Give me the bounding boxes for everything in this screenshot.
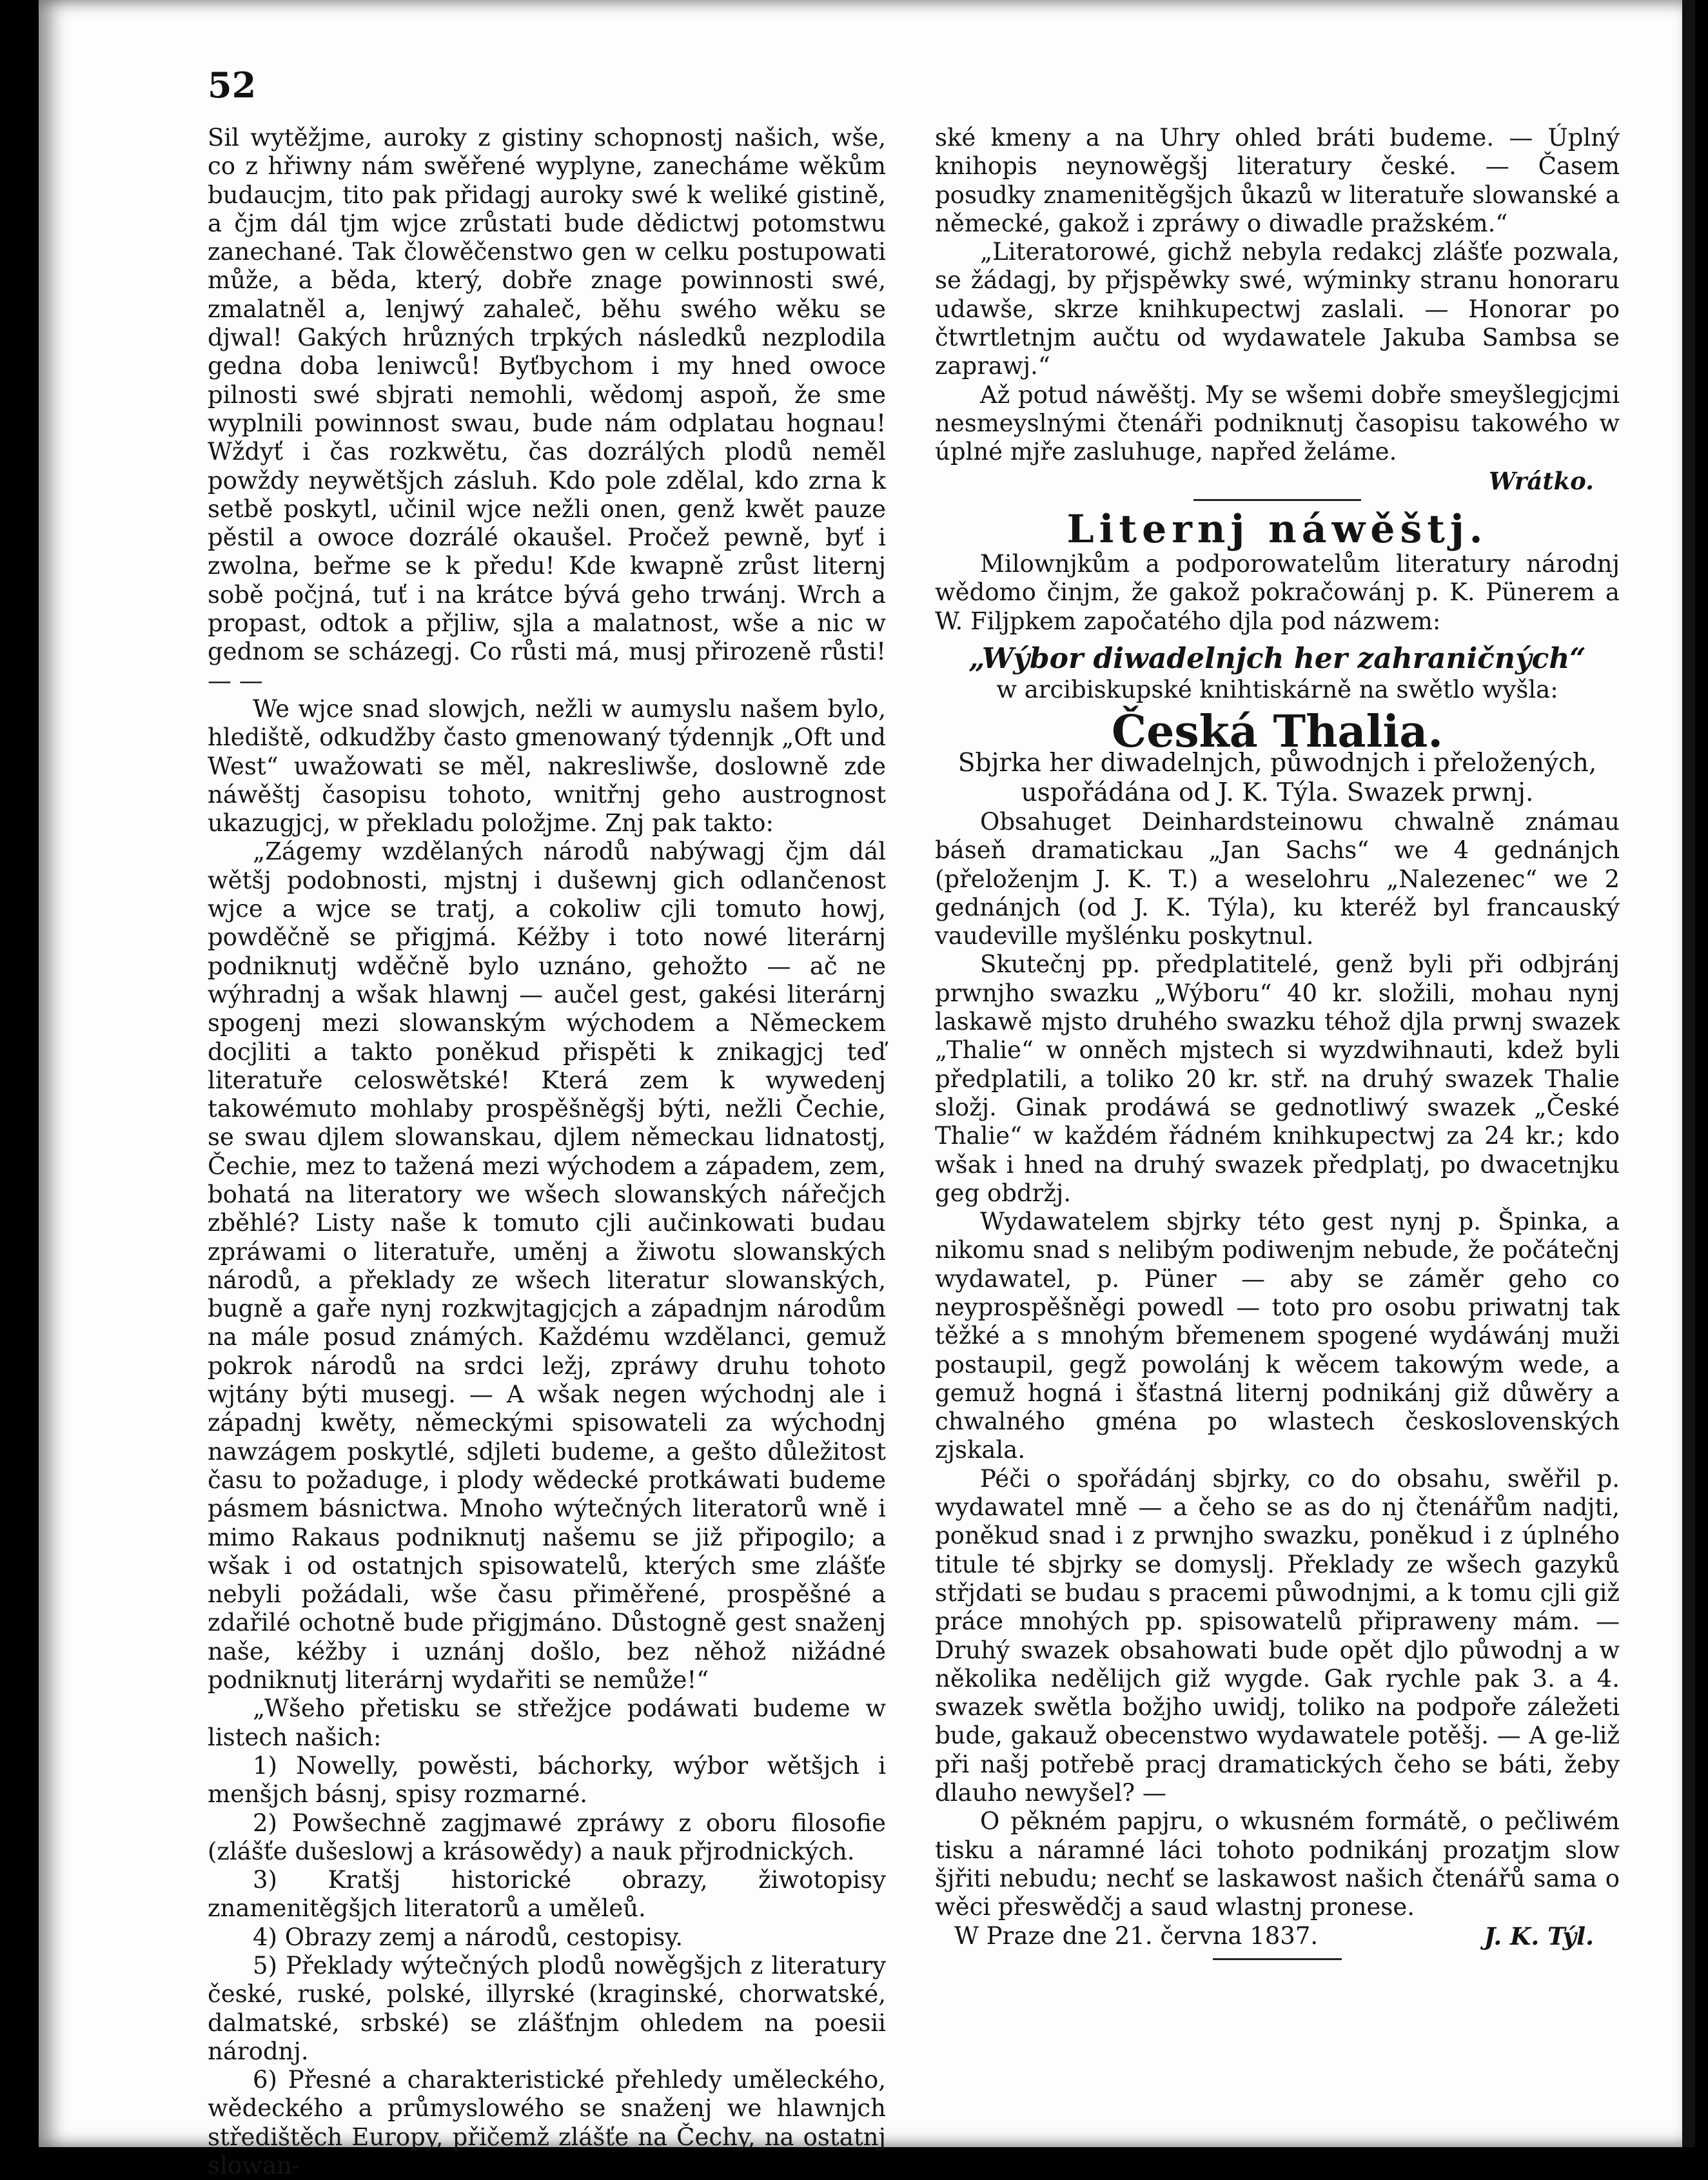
paragraph: „Zágemy wzdělaných národů nabýwagj čjm dál wětšj podobnosti, mjstnj i dušewnj gich odlančenost wjce a wjce se tratj, a cokoliw cjli tomuto howj, powděčně se přigjmá. Kéžby i toto nowé literárnj podniknutj wděčně bylo uznáno, gehožto — ač ne wýhradnj a wšak hlawnj — aučel gest, gakési literárnj spogenj mezi slowanským wýchodem a Německem docjliti a takto poněkud přispěti k znikagjcj teď literatuře celoswětské! Která zem k wywedenj takowémuto mohlaby prospěšněgšj býti, nežli Čechie, se swau djlem slowanskau, djlem německau lidnatostj, Čechie, mez to tažená mezi wýchodem a západem, zem, bohatá na literatory we wšech slowanských nářečjch zběhlé? Listy naše k tomuto cjli aučinkowati budau zpráwami o literatuře, uměnj a žiwotu slowanských národů, a překlady ze wšech literatur slowanských, bugně a gaře nynj rozkwjtagjcjch a západnjm národům na mále posud známých. Každému wzdělanci, gemuž pokrok národů na srdci ležj, zpráwy druhu tohoto wjtány býti musegj. — A wšak negen wýchodnj ale i západnj kwěty, německými spisowateli za wýchodnj nawzágem poskytlé, sdjleti budeme, a gešto důležitost času to požaduge, i plody wědecké protkáwati budeme pásmem básnictwa. Mnoho wýtečných literatorů wně i mimo Rakaus podniknutj našemu se již připogilo; a wšak i od ostatnjch spisowatelů, kterých sme zlášťe nebyli požádali, wše času přiměřené, prospěšné a zdařilé ochotně bude přigjmáno. Důstogně gest snaženj naše, kéžby i uznánj došlo, bez něhož nižádné podniknutj literárnj wydařiti se nemůže!“ (208, 838, 886, 1694)
series-line: w arcibiskupské knihtiskárně na swětlo wyšla: (996, 676, 1558, 704)
list-item: 3) Kratšj historické obrazy, žiwotopisy znamenitěgšjch literatorů a uměleů. (208, 1866, 886, 1923)
paragraph: Wydawatelem sbjrky této gest nynj p. Špinka, a nikomu snad s nelibým podiwenjm nebude, že počátečnj wydawatel, p. Püner — aby se záměr geho co neyprospěšněgi powedl — toto pro osobu priwatnj tak těžké a s mnohým břemenem spogené wydáwánj muži postaupil, gegž powolánj k wěcem takowým wede, a gemuž hogná i šťastná liternj podnikánj giž důwěry a chwalného gména po wlastech československých zjskala. (935, 1208, 1620, 1464)
bottom-divider (1213, 1958, 1342, 1960)
list-item: 1) Nowelly, powěsti, báchorky, wýbor wětšjch i menšjch básnj, spisy rozmarné. (208, 1751, 886, 1809)
paragraph: Skutečnj pp. předplatitelé, genž byli při odbjránj prwnjho swazku „Wýboru“ 40 kr. složili, mohau nynj laskawě mjsto druhého swazku téhož djla prwnj swazek „Thalie“ w onněch mjstech si wyzdwihnauti, kdež byli předplatili, a toliko 20 kr. stř. na druhý swazek Thalie složj. Ginak prodáwá se gednotliwý swazek „České Thalie“ w každém řádném knihkupectwj za 24 kr.; kdo wšak i hned na druhý swazek předplatj, po dwacetnjku geg obdržj. (935, 950, 1620, 1207)
signature-wratko: Wrátko. (1489, 466, 1594, 495)
main-title: Česká Thalia. (1111, 705, 1444, 758)
paragraph: Sil wytěžjme, auroky z gistiny schopnostj našich, wše, co z hřiwny nám swěřené wyplyne, zanecháme wěkům budaucjm, tito pak přidagj auroky swé k weliké gistině, a čjm dál tjm wjce zrůstati bude dědictwj potomstwu zanechané. Tak člowěčenstwo gen w celku postupowati může, a běda, který, dobře znage powinnosti swé, zmalatněl a, lenjwý zahaleč, běhu swého wěku se djwal! Gakých hrůzných trpkých následků nezplodila gedna doba leniwců! Byťbychom i my hned owoce pilnosti swé sbjrati nemohli, wědomj aspoň, že sme wyplnili powinnost swau, bude nám odplatau hognau! Wždyť i čas rozkwětu, čas dozrálých plodů neměl powždy neywětšjch zásluh. Kdo pole zdělal, kdo zrna k setbě poskytl, učinil wjce nežli onen, genž kwět pauze pěstil a owoce dozrálé okaušel. Pročež pewně, byť i zwolna, beřme se k předu! Kde kwapně zrůst liternj sobě počjná, tuť i na krátce bývá geho trwánj. Wrch a propast, odtok a přjliw, sjla a malatnost, wše a nic w gednom se scházegj. Co růsti má, musj přirozeně růsti! — — (208, 124, 886, 694)
series-title: „Wýbor diwadelnjch her zahraničných“ (968, 642, 1586, 676)
signature-line (935, 467, 1620, 495)
paragraph: O pěkném papjru, o wkusném formátě, o pečliwém tisku a náramné láci tohoto podnikánj prozatjm slow šjřiti nebudu; nechť se laskawost našich čtenářů sama o wěci přeswědčj a saud wlastnj pronese. (935, 1807, 1620, 1921)
subtitle: Sbjrka her diwadelnjch, půwodnjch i přeložených, uspořádána od J. K. Týla. Swazek prwnj. (957, 748, 1597, 807)
closing-signature: J. K. Týl. (1484, 1921, 1594, 1950)
list-item: 2) Powšechně zagjmawé zpráwy z oboru filosofie (zlášťe dušeslowj a krásowědy) a nauk přjrodnických. (208, 1809, 886, 1865)
closing-place-date: W Praze dne 21. června 1837. (954, 1921, 1319, 1950)
paragraph: „Literatorowé, gichž nebyla redakcj zlášťe pozwala, se žádagj, by přjspěwky swé, wýminky stranu honoraru udawše, skrze knihkupectwj zaslali. — Honorar po čtwrtletnjm aučtu od wydawatele Jakuba Sambsa se zaprawj.“ (935, 238, 1620, 380)
paragraph: We wjce snad slowjch, nežli w aumyslu našem bylo, hlediště, odkudžby často gmenowaný týdennjk „Oft und West“ uwažowati se měl, nakresliwše, doslowně zde náwěštj časopisu tohoto, wnitřnj geho austrognost ukazugjcj, w překladu položjme. Znj pak takto: (208, 694, 886, 838)
paragraph: Až potud náwěštj. My se wšemi dobře smeyšlegjcjmi nesmeyslnými čtenáři podniknutj časopisu takowého w úplné mjře zasluhuge, napřed želáme. (935, 380, 1620, 466)
closing-line (935, 1922, 1620, 1950)
divider-rule (1193, 499, 1361, 501)
notice-intro: Milownjkům a podporowatelům literatury národnj wědomo činjm, že gakož pokračowánj p. K. Pünerem a W. Filjpkem započatého djla pod názwem: (935, 550, 1620, 635)
list-item: 4) Obrazy zemj a národů, cestopisy. (253, 1923, 683, 1951)
right-column (935, 124, 1620, 1960)
paragraph: Péči o spořádánj sbjrky, co do obsahu, swěřil p. wydawatel mně — a čeho se as do nj čtenářům nadjti, poněkud snad i z prwnjho swazku, poněkud i z úplného titule té sbjrky se domyslj. Překlady ze wšech gazyků střjdati se budau s pracemi půwodnjmi, a k tomu cjli giž práce mnohých pp. spisowatelů připraweny mám. — Druhý swazek obsahowati bude opět djlo půwodnj a w několika nedělijch giž wygde. Gak rychle pak 3. a 4. swazek swětla božjho uwidj, toliko na podpoře záležeti bude, gakauž obecenstwo wydawatele potěšj. — A ge-liž při našj potřebě pracj dramatických čeho se báti, žeby dlauho newyšel? — (935, 1464, 1620, 1807)
paragraph: Obsahuget Deinhardsteinowu chwalně známau báseň dramatickau „Jan Sachs“ we 4 gednánjch (přeloženjm J. K. T.) a weselohru „Nalezenec“ we 2 gednánjch (od J. K. Týla), ku kteréž byl francauský vaudeville myšlénku poskytnul. (935, 807, 1620, 950)
scan-margin-left (0, 0, 39, 2147)
page-number: 52 (208, 64, 257, 106)
notice-heading: Liternj náwěštj. (1066, 506, 1488, 552)
left-column (208, 124, 886, 2180)
paragraph: „Wšeho přetisku se střežjce podáwati budeme w listech našich: (208, 1694, 886, 1751)
scan-margin-right (1682, 0, 1695, 2147)
newspaper-page (39, 0, 1695, 2180)
list-item: 6) Přesné a charakteristické přehledy uměleckého, wědeckého a průmyslowého se snaženj we hlawnjch středištěch Europy, přičemž zlášťe na Čechy, na ostatnj slowan- (208, 2066, 886, 2180)
list-item: 5) Překlady wýtečných plodů nowěgšjch z literatury české, ruské, polské, illyrské (kraginské, chorwatské, dalmatské, srbské) se zlášťnjm ohledem na poesii národnj. (208, 1952, 886, 2065)
paragraph: ské kmeny a na Uhry ohled bráti budeme. — Úplný knihopis neynowěgšj literatury české. — Časem posudky znamenitěgšjch ůkazů w literatuře slowanské a německé, gakož i zpráwy o diwadle pražském.“ (935, 124, 1620, 237)
